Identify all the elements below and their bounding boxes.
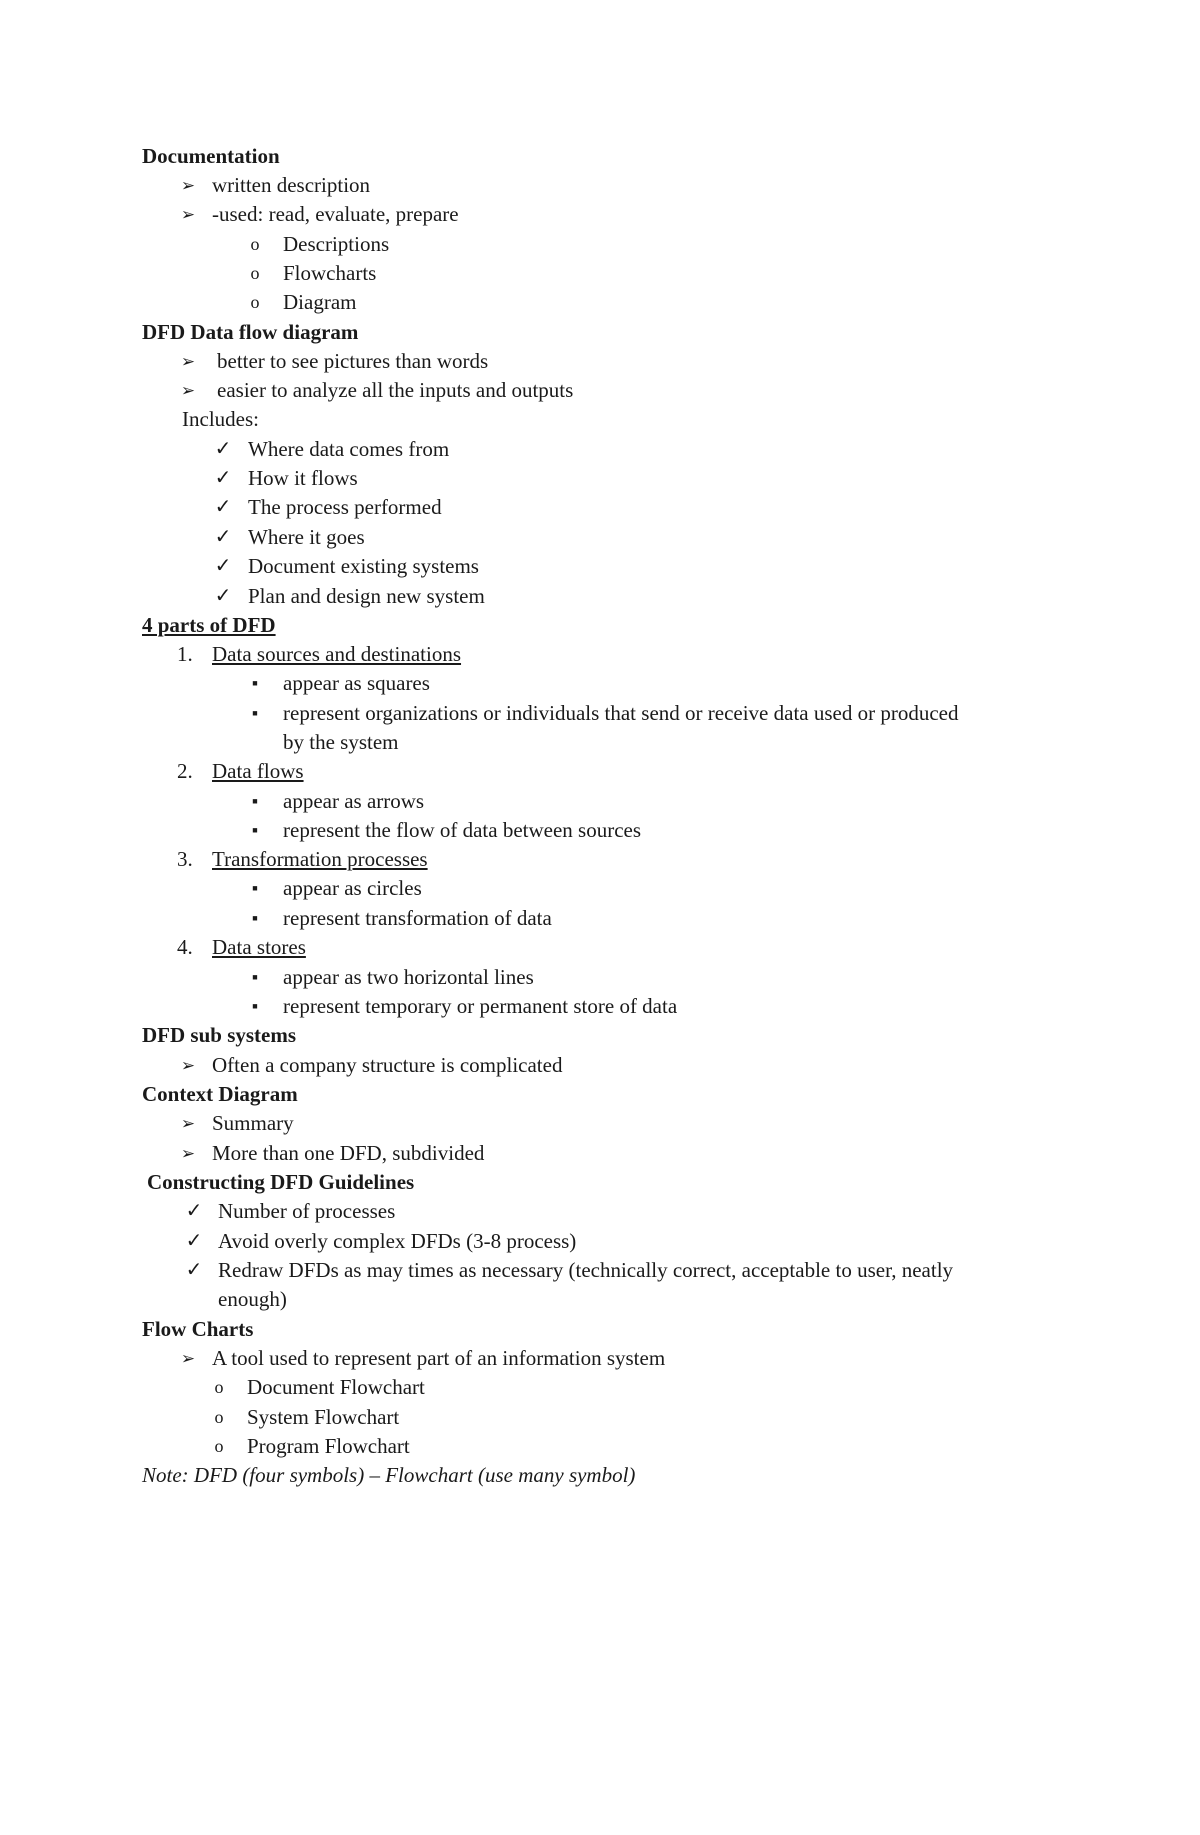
dfd-check-item: Where data comes from [248, 437, 450, 461]
flowcharts-heading: Flow Charts [142, 1317, 254, 1341]
circle-bullet-icon: o [214, 1377, 224, 1397]
square-bullet-icon: ■ [252, 1001, 258, 1011]
part-point: represent organizations or individuals that send or receive data used or produced [283, 701, 959, 725]
check-icon: ✓ [214, 467, 232, 489]
check-icon: ✓ [185, 1200, 203, 1222]
circle-bullet-icon: o [214, 1436, 224, 1456]
part-title: Data flows [212, 759, 304, 783]
part-point: represent the flow of data between sources [283, 818, 642, 842]
note-text: Note: DFD (four symbols) – Flowchart (use many symbol) [142, 1463, 636, 1487]
subsystems-heading: DFD sub systems [142, 1023, 297, 1047]
square-bullet-icon: ■ [252, 796, 258, 806]
square-bullet-icon: ■ [252, 708, 258, 718]
dfd-check-item: The process performed [248, 495, 442, 519]
dfd-item: easier to analyze all the inputs and outputs [217, 378, 574, 402]
circle-bullet-icon: o [250, 292, 260, 312]
part-point: appear as arrows [283, 789, 425, 813]
dfd-heading: DFD Data flow diagram [142, 320, 359, 344]
arrow-bullet-icon: ➢ [180, 176, 196, 195]
context-item: More than one DFD, subdivided [212, 1141, 485, 1165]
dfd-check-item: How it flows [248, 466, 358, 490]
check-icon: ✓ [214, 438, 232, 460]
flowcharts-subitem: System Flowchart [247, 1405, 400, 1429]
flowcharts-subitem: Program Flowchart [247, 1434, 410, 1458]
part-number: 1. [177, 642, 193, 666]
guideline-item-continued: enough) [218, 1287, 287, 1311]
documentation-item: written description [212, 173, 371, 197]
subsystems-item: Often a company structure is complicated [212, 1053, 563, 1077]
parts-heading: 4 parts of DFD [142, 613, 276, 637]
part-number: 4. [177, 935, 193, 959]
context-heading: Context Diagram [142, 1082, 298, 1106]
square-bullet-icon: ■ [252, 678, 258, 688]
guideline-item: Avoid overly complex DFDs (3-8 process) [218, 1229, 577, 1253]
flowcharts-subitem: Document Flowchart [247, 1375, 425, 1399]
dfd-check-item: Document existing systems [248, 554, 479, 578]
part-point: represent temporary or permanent store of data [283, 994, 678, 1018]
arrow-bullet-icon: ➢ [180, 1144, 196, 1163]
includes-label: Includes: [182, 407, 259, 431]
arrow-bullet-icon: ➢ [180, 381, 196, 400]
part-title: Data sources and destinations [212, 642, 462, 666]
guideline-item: Redraw DFDs as may times as necessary (technically correct, acceptable to user, neatly [218, 1258, 954, 1282]
guideline-item: Number of processes [218, 1199, 396, 1223]
dfd-check-item: Plan and design new system [248, 584, 485, 608]
check-icon: ✓ [214, 585, 232, 607]
documentation-subitem: Flowcharts [283, 261, 377, 285]
part-number: 2. [177, 759, 193, 783]
check-icon: ✓ [185, 1230, 203, 1252]
check-icon: ✓ [214, 555, 232, 577]
square-bullet-icon: ■ [252, 883, 258, 893]
check-icon: ✓ [185, 1259, 203, 1281]
circle-bullet-icon: o [214, 1407, 224, 1427]
part-title: Data stores [212, 935, 306, 959]
part-point: appear as circles [283, 876, 422, 900]
arrow-bullet-icon: ➢ [180, 1114, 196, 1133]
part-title: Transformation processes [212, 847, 428, 871]
circle-bullet-icon: o [250, 234, 260, 254]
documentation-heading: Documentation [142, 144, 280, 168]
guidelines-heading: Constructing DFD Guidelines [147, 1170, 415, 1194]
flowcharts-item: A tool used to represent part of an information system [212, 1346, 666, 1370]
dfd-check-item: Where it goes [248, 525, 365, 549]
arrow-bullet-icon: ➢ [180, 352, 196, 371]
part-point-continued: by the system [283, 730, 399, 754]
part-number: 3. [177, 847, 193, 871]
arrow-bullet-icon: ➢ [180, 1056, 196, 1075]
documentation-subitem: Descriptions [283, 232, 390, 256]
square-bullet-icon: ■ [252, 825, 258, 835]
dfd-item: better to see pictures than words [217, 349, 489, 373]
context-item: Summary [212, 1111, 294, 1135]
documentation-item: -used: read, evaluate, prepare [212, 202, 459, 226]
part-point: appear as squares [283, 671, 430, 695]
circle-bullet-icon: o [250, 263, 260, 283]
check-icon: ✓ [214, 496, 232, 518]
documentation-subitem: Diagram [283, 290, 357, 314]
square-bullet-icon: ■ [252, 913, 258, 923]
arrow-bullet-icon: ➢ [180, 205, 196, 224]
check-icon: ✓ [214, 526, 232, 548]
arrow-bullet-icon: ➢ [180, 1349, 196, 1368]
square-bullet-icon: ■ [252, 972, 258, 982]
part-point: represent transformation of data [283, 906, 552, 930]
part-point: appear as two horizontal lines [283, 965, 534, 989]
